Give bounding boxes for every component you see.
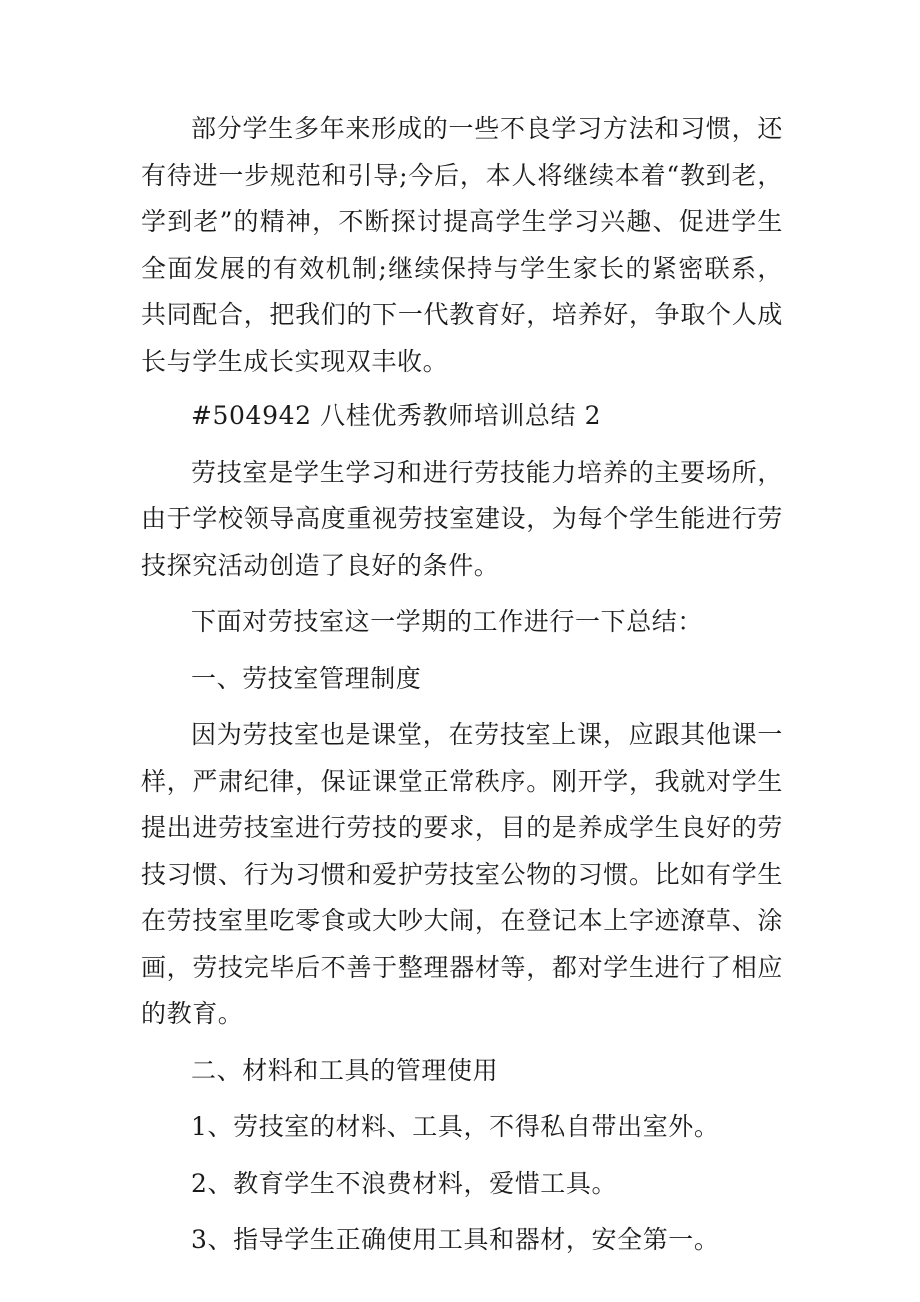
list-item-1: 1、劳技室的材料、工具，不得私自带出室外。 <box>191 1112 720 1141</box>
list-item-2: 2、教育学生不浪费材料，爱惜工具。 <box>191 1168 618 1198</box>
list-item-3: 3、指导学生正确使用工具和器材，安全第一。 <box>191 1225 720 1254</box>
document-body <box>141 106 783 1264</box>
heading-management-rules: 一、劳技室管理制度 <box>191 663 422 693</box>
paragraph-summary-continuation: 部分学生多年来形成的一些不良学习方法和习惯，还有待进一步规范和引导;今后，本人将继续本着“教到老，学到老”的精神，不断探讨提高学生学习兴趣、促进学生全面发展的有效机制;继续保持与学生家长的紧密联系，共同配合，把我们的下一代教育好，培养好，争取个人成长与学生成长实现双丰收。 <box>141 114 783 376</box>
paragraph-management-detail: 因为劳技室也是课堂，在劳技室上课，应跟其他课一样，严肃纪律，保证课堂正常秩序。刚开学，我就对学生提出进劳技室进行劳技的要求，目的是养成学生良好的劳技习惯、行为习惯和爱护劳技室公物的习惯。比如有学生在劳技室里吃零食或大吵大闹，在登记本上字迹潦草、涂画，劳技完毕后不善于整理器材等，都对学生进行了相应的教育。 <box>141 720 783 1028</box>
section-title: #504942 八桂优秀教师培训总结 2 <box>191 401 602 430</box>
heading-materials-tools: 二、材料和工具的管理使用 <box>191 1055 499 1085</box>
paragraph-intro: 劳技室是学生学习和进行劳技能力培养的主要场所，由于学校领导高度重视劳技室建设，为每个学生能进行劳技探究活动创造了良好的条件。 <box>141 457 783 580</box>
paragraph-overview: 下面对劳技室这一学期的工作进行一下总结： <box>191 607 704 636</box>
